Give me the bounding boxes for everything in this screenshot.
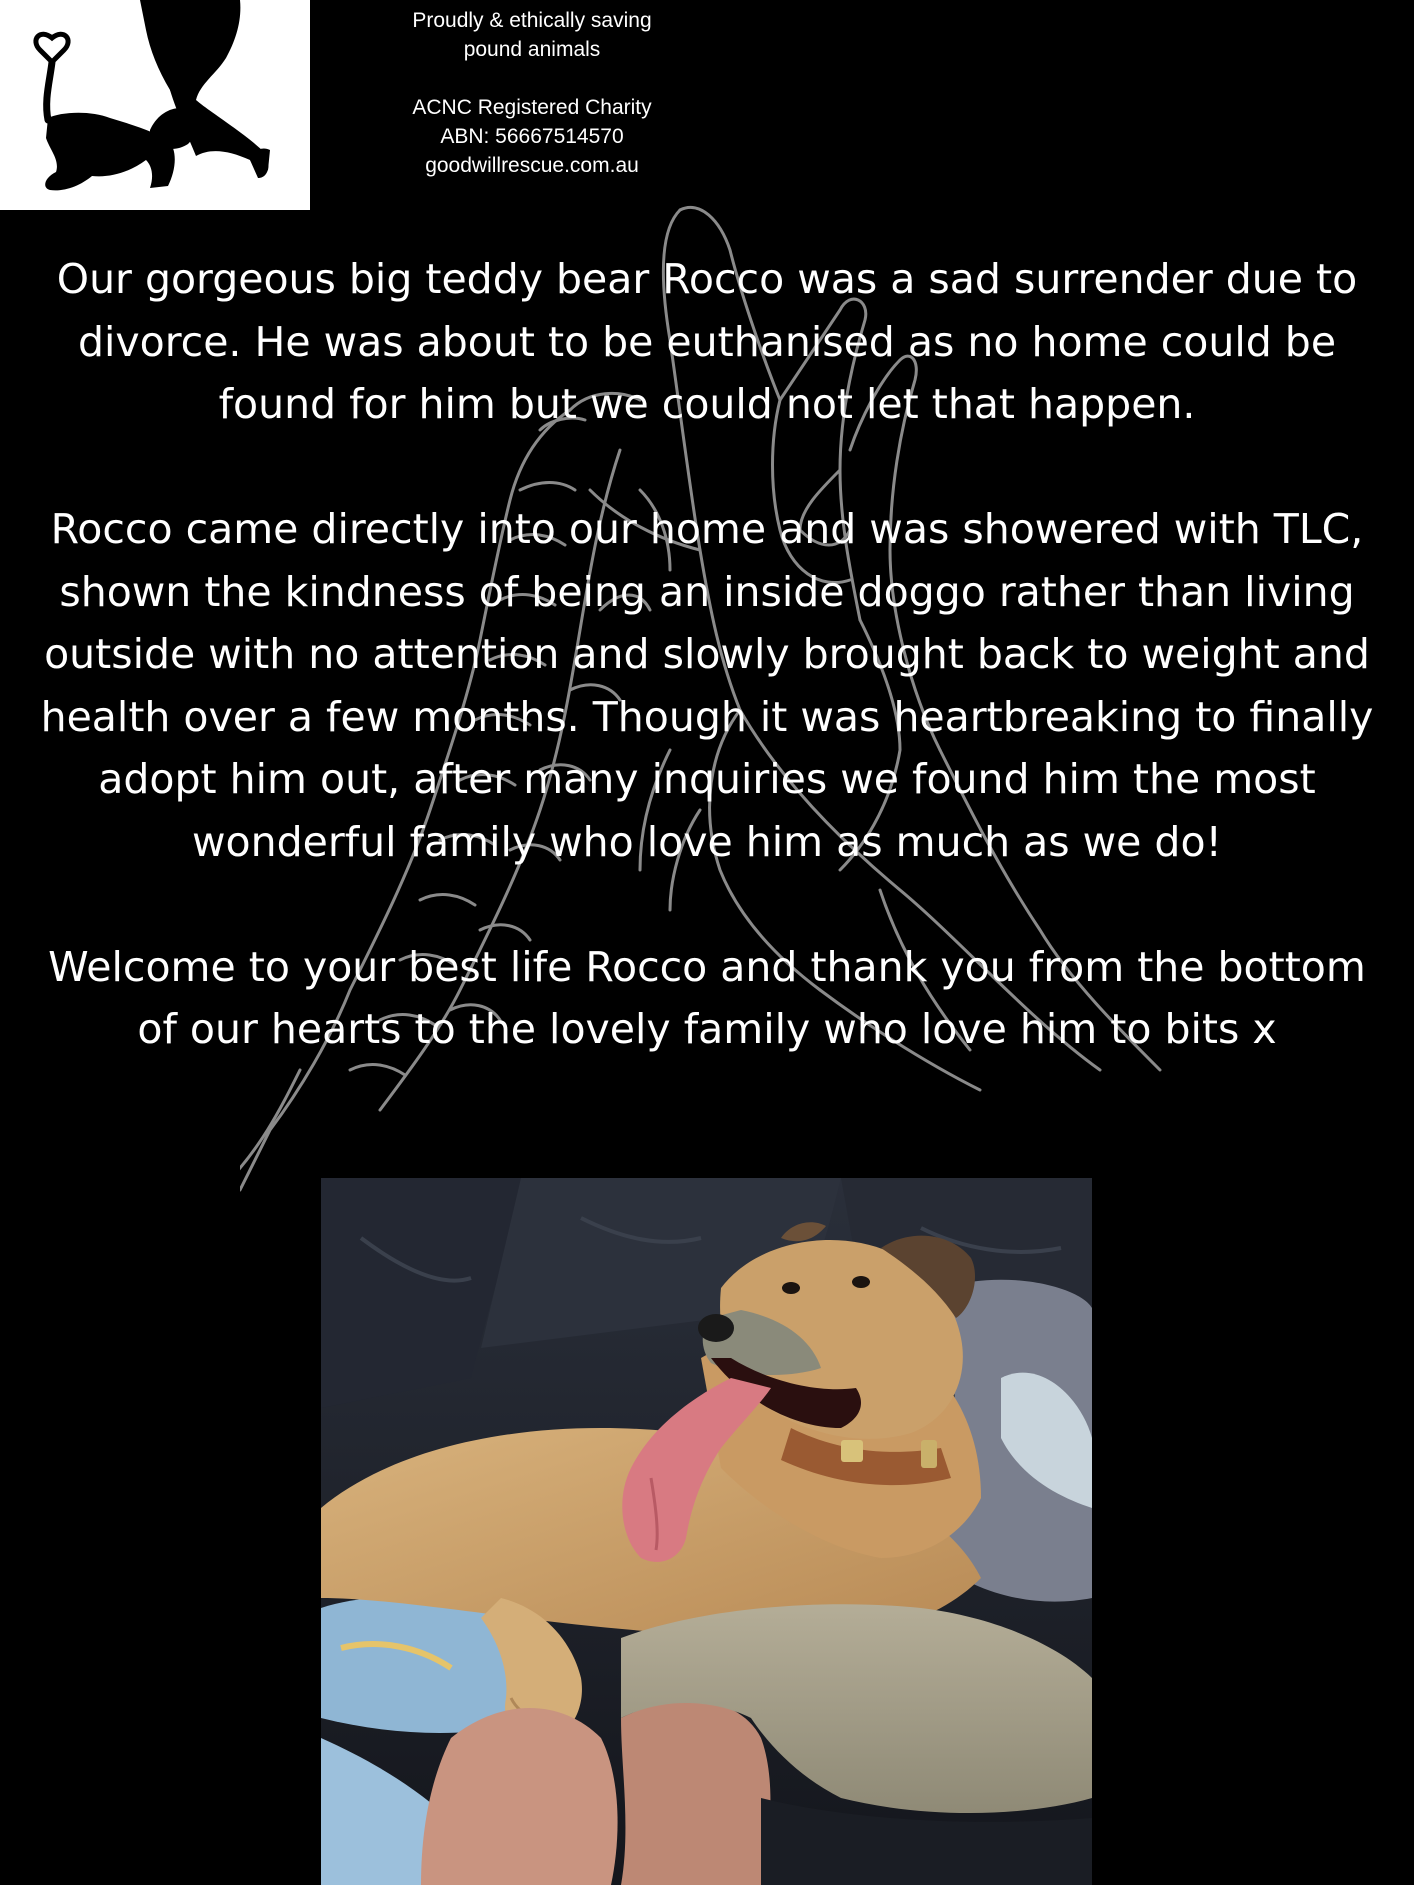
charity-info: [372, 6, 692, 180]
website-text: goodwillrescue.com.au: [425, 154, 639, 177]
charity-logo: [0, 0, 310, 210]
registration-text: ACNC Registered Charity: [412, 96, 652, 119]
abn-text: ABN: 56667514570: [440, 125, 624, 148]
rocco-dog-photo: [321, 1178, 1092, 1885]
tagline-line-2: pound animals: [463, 38, 601, 61]
story-paragraph-2: Rocco came directly into our home and was showered with TLC, shown the kindness of being an inside doggo rather than living outside with no attention and slowly brought back to weight and health over a few months. Though it was heartbreaking to finally adopt him out, after many inquiries we found him the most wonderful family who love him as much as we do!: [40, 505, 1374, 866]
story-paragraph-3: Welcome to your best life Rocco and thank you from the bottom of our hearts to the lovely family who love him to bits x: [48, 942, 1366, 1053]
woman-and-dog-silhouette-icon: [0, 0, 310, 210]
adoption-story: [40, 248, 1374, 1061]
story-paragraph-1: Our gorgeous big teddy bear Rocco was a sad surrender due to divorce. He was about to be euthanised as no home could be found for him but we could not let that happen.: [56, 255, 1358, 428]
tagline-line-1: Proudly & ethically saving: [412, 9, 652, 32]
